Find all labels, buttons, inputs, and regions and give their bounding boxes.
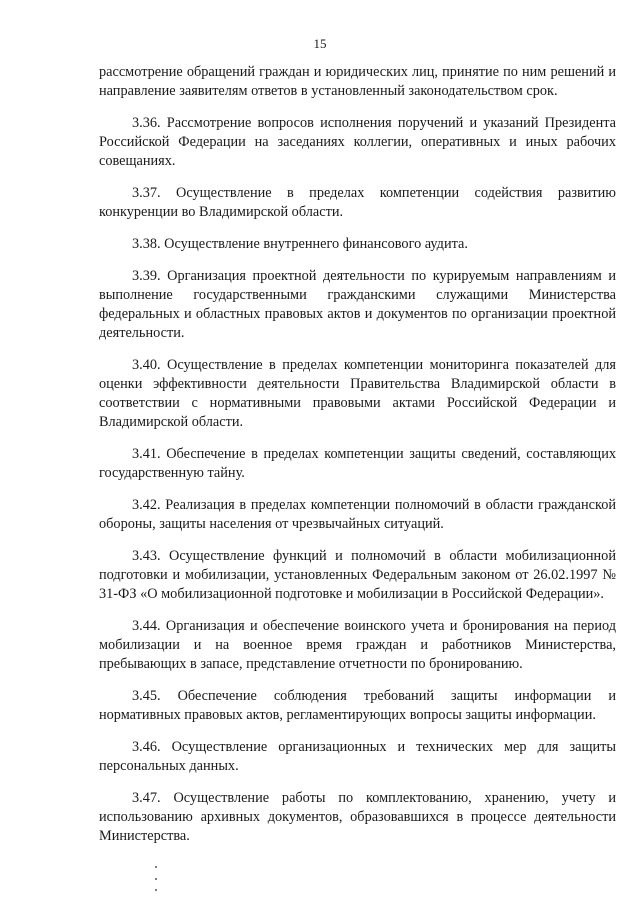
paragraph-3-36: 3.36. Рассмотрение вопросов исполнения поручений и указаний Президента Российской Федерации на заседаниях коллегии, оперативных и иных рабочих совещаниях.	[99, 115, 616, 169]
paragraph-continuation: рассмотрение обращений граждан и юридических лиц, принятие по ним решений и направление заявителям ответов в установленный законодательством срок.	[99, 64, 616, 99]
scan-artifact-dot	[155, 866, 157, 868]
paragraph-3-47: 3.47. Осуществление работы по комплектованию, хранению, учету и использованию архивных документов, образовавшихся в процессе деятельности Министерства.	[99, 790, 616, 844]
scan-artifact-dot	[155, 878, 157, 880]
page-number: 15	[313, 36, 327, 51]
paragraph-3-39: 3.39. Организация проектной деятельности по курируемым направлениям и выполнение государственными гражданскими служащими Министерства федеральных и областных правовых актов и документов по организации проектной деятельности.	[99, 268, 616, 341]
paragraph-3-42: 3.42. Реализация в пределах компетенции полномочий в области гражданской обороны, защиты населения от чрезвычайных ситуаций.	[99, 497, 616, 532]
paragraph-3-40: 3.40. Осуществление в пределах компетенции мониторинга показателей для оценки эффективности деятельности Правительства Владимирской области в соответствии с нормативными правовыми актами Российской Федерации и Владимирской области.	[99, 357, 616, 430]
scan-artifact-dot	[155, 889, 157, 891]
document-body	[99, 63, 616, 859]
paragraph-3-37: 3.37. Осуществление в пределах компетенции содействия развитию конкуренции во Владимирской области.	[99, 185, 616, 220]
paragraph-3-41: 3.41. Обеспечение в пределах компетенции защиты сведений, составляющих государственную тайну.	[99, 446, 616, 481]
paragraph-3-38: 3.38. Осуществление внутреннего финансового аудита.	[132, 236, 468, 252]
paragraph-3-43: 3.43. Осуществление функций и полномочий в области мобилизационной подготовки и мобилизации, установленных Федеральным законом от 26.02.1997 № 31-ФЗ «О мобилизационной подготовке и мобилизации в Российской Федерации».	[99, 548, 616, 602]
paragraph-3-46: 3.46. Осуществление организационных и технических мер для защиты персональных данных.	[99, 739, 616, 774]
paragraph-3-45: 3.45. Обеспечение соблюдения требований защиты информации и нормативных правовых актов, регламентирующих вопросы защиты информации.	[99, 688, 616, 723]
paragraph-3-44: 3.44. Организация и обеспечение воинского учета и бронирования на период мобилизации и на военное время граждан и работников Министерства, пребывающих в запасе, представление отчетности по бронированию.	[99, 618, 616, 672]
